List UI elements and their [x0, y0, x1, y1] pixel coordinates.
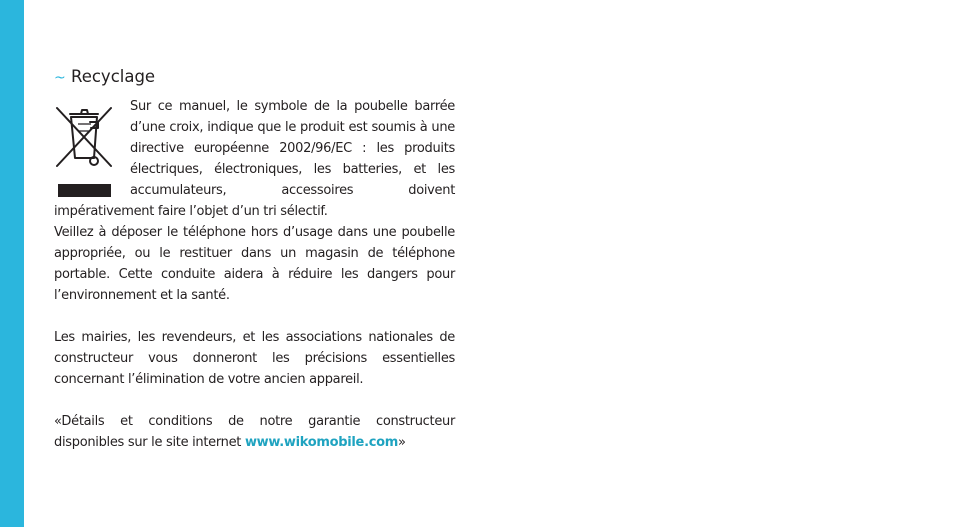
paragraph-warranty [54, 411, 455, 453]
paragraph-disposal-advice: Veillez à déposer le téléphone hors d’usage dans une poubelle appropriée, ou le restituer dans un magasin de téléphone portable. Cette conduite aidera à réduire les dangers pour l’environnement et la santé. [54, 225, 455, 303]
crossed-out-wheelie-bin-icon [54, 100, 114, 200]
website-link[interactable]: www.wikomobile.com [244, 435, 399, 450]
heading-tilde: ~ [54, 69, 66, 86]
side-accent-bar [0, 0, 24, 527]
paragraph-authorities: Les mairies, les revendeurs, et les associations nationales de constructeur vous donneront les précisions essentielles concernant l’élimination de votre ancien appareil. [54, 330, 455, 387]
paragraph-symbol-explanation: Sur ce manuel, le symbole de la poubelle barrée d’une croix, indique que le produit est soumis à une directive européenne 2002/96/EC : les produits électriques, électroniques, les batteries, et les accumulateurs, accessoires doivent impérativement faire l’objet d’un tri sélectif. [54, 99, 455, 219]
section-heading [54, 66, 155, 89]
heading-title: Recyclage [70, 66, 156, 86]
warranty-text: «Détails et conditions de notre garantie constructeur disponibles sur le site internet [54, 414, 455, 450]
body-text [54, 96, 455, 453]
weee-symbol [54, 100, 114, 200]
warranty-closing-quote: » [398, 435, 406, 450]
